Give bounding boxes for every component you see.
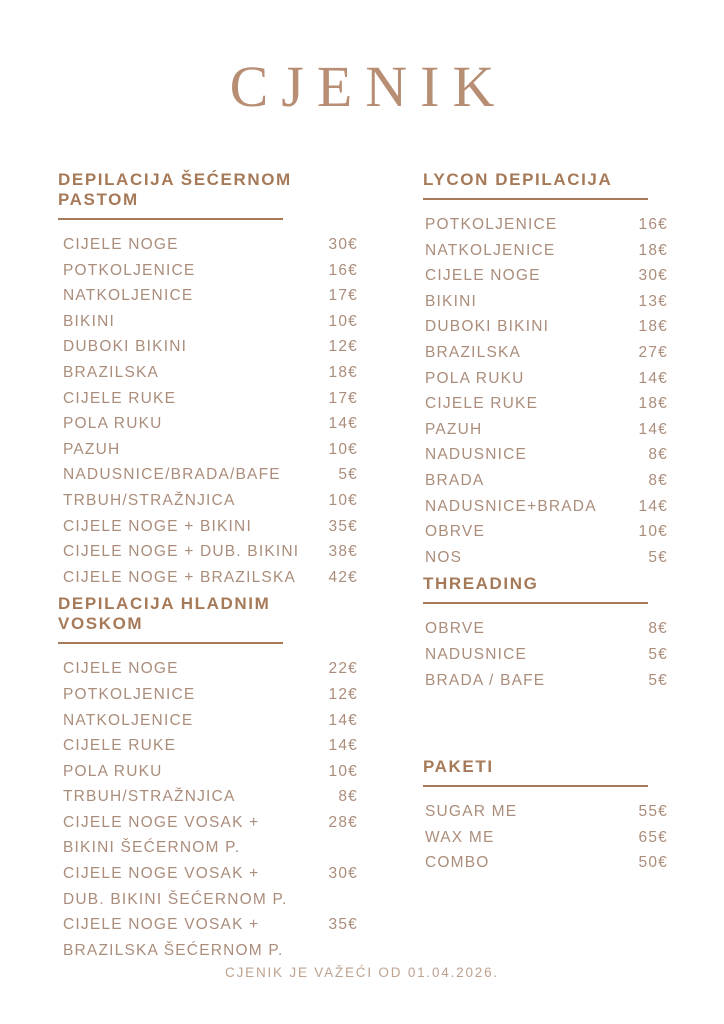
service-price: 18€: [638, 241, 668, 259]
service-name: [63, 386, 321, 412]
service-name: [425, 825, 631, 851]
service-price: 14€: [638, 497, 668, 515]
section-heading: DEPILACIJA ŠEĆERNOM PASTOM: [58, 170, 292, 209]
service-price: 30€: [328, 236, 358, 253]
service-name: [63, 656, 321, 682]
price-row: [423, 668, 668, 694]
service-price: 10€: [328, 762, 358, 780]
service-name-line1: POTKOLJENICE: [425, 216, 558, 233]
service-price: 5€: [338, 466, 358, 484]
service-price: 10€: [328, 491, 358, 509]
price-row: [58, 360, 358, 386]
service-name: [63, 565, 321, 591]
price-row: [423, 366, 668, 392]
service-name-line1: BIKINI: [425, 292, 477, 310]
service-name-line1: NATKOLJENICE: [63, 287, 194, 305]
section-threading: [423, 574, 668, 693]
service-name: [63, 682, 321, 708]
service-name: [63, 733, 321, 759]
service-price: 8€: [648, 446, 668, 464]
service-name-line1: CIJELE RUKE: [63, 737, 177, 755]
service-name-line2: BRAZILSKA ŠEĆERNOM P.: [63, 941, 284, 959]
service-price: 38€: [328, 543, 358, 561]
service-name-line2: BIKINI ŠEĆERNOM P.: [63, 839, 241, 857]
price-row: [423, 850, 668, 876]
service-name-line1: NADUSNICE: [425, 645, 528, 663]
price-row: [58, 283, 358, 309]
price-rows: [58, 232, 358, 590]
service-price: 28€: [328, 813, 358, 831]
service-price: 27€: [638, 343, 668, 361]
price-row: [58, 334, 358, 360]
service-name: [63, 309, 321, 335]
service-name-line1: CIJELE NOGE VOSAK +: [63, 916, 260, 934]
price-row: [58, 861, 358, 912]
right-column: [423, 170, 668, 963]
service-name: [425, 289, 631, 315]
price-row: [423, 263, 668, 289]
service-name: [63, 411, 321, 437]
service-name: [63, 912, 321, 963]
heading-rule: [58, 218, 283, 220]
service-name-line1: POLA RUKU: [63, 415, 163, 433]
service-name-line1: CIJELE NOGE: [63, 660, 179, 678]
service-name: [63, 539, 321, 565]
service-name-line1: BRAZILSKA: [425, 343, 522, 361]
service-price: 12€: [328, 338, 358, 356]
price-row: [58, 682, 358, 708]
page-title: CJENIK: [229, 54, 508, 119]
price-row: [58, 656, 358, 682]
service-price: 14€: [328, 737, 358, 755]
service-name-line1: BRADA / BAFE: [425, 671, 546, 689]
service-name-line1: NADUSNICE+BRADA: [425, 497, 597, 515]
service-name-line1: TRBUH/STRAŽNJICA: [63, 788, 236, 806]
service-name: [425, 494, 631, 520]
service-name-line1: CIJELE RUKE: [425, 395, 539, 413]
service-price: 5€: [648, 645, 668, 663]
service-price: 22€: [328, 660, 358, 678]
service-price: 8€: [648, 471, 668, 489]
validity-note: CJENIK JE VAŽEĆI OD 01.04.2026.: [225, 965, 499, 980]
service-name: [63, 283, 321, 309]
service-price: 14€: [638, 369, 668, 387]
price-row: [58, 411, 358, 437]
service-price: 35€: [328, 517, 358, 535]
service-price: 35€: [328, 916, 358, 934]
service-name-line1: NADUSNICE: [425, 446, 528, 464]
service-price: 14€: [328, 711, 358, 729]
service-name-line1: POLA RUKU: [63, 762, 163, 780]
service-name-line1: CIJELE RUKE: [63, 389, 177, 407]
service-name: [63, 258, 321, 284]
service-price: 10€: [638, 523, 668, 541]
service-name-line1: CIJELE NOGE: [63, 236, 179, 253]
service-name: [63, 437, 321, 463]
service-name-line1: DUBOKI BIKINI: [425, 318, 550, 336]
service-name-line1: SUGAR ME: [425, 803, 518, 821]
service-name-line1: NOS: [425, 548, 463, 566]
service-price: 8€: [338, 788, 358, 806]
service-name-line1: PAZUH: [63, 440, 121, 458]
service-name-line1: OBRVE: [425, 523, 485, 541]
price-row: [423, 314, 668, 340]
service-price: 8€: [648, 620, 668, 638]
service-name: [63, 784, 330, 810]
price-row: [423, 825, 668, 851]
price-row: [58, 708, 358, 734]
service-price: 5€: [648, 548, 668, 566]
section-depilacija-secernom-pastom: [58, 170, 358, 590]
price-row: [423, 494, 668, 520]
service-name-line1: OBRVE: [425, 620, 485, 638]
price-row: [58, 912, 358, 963]
service-name-line1: NADUSNICE/BRADA/BAFE: [63, 466, 281, 484]
service-name-line1: COMBO: [425, 854, 490, 872]
section-heading: DEPILACIJA HLADNIM VOSKOM: [58, 594, 271, 634]
service-price: 16€: [638, 216, 668, 233]
service-name: [63, 861, 321, 912]
service-name: [425, 417, 631, 443]
price-row: [58, 309, 358, 335]
price-row: [423, 289, 668, 315]
service-name: [425, 642, 640, 668]
service-name-line1: CIJELE NOGE + BIKINI: [63, 517, 252, 535]
price-row: [423, 468, 668, 494]
price-row: [423, 391, 668, 417]
service-price: 14€: [328, 415, 358, 433]
price-row: [58, 437, 358, 463]
price-row: [423, 616, 668, 642]
service-price: 14€: [638, 420, 668, 438]
service-name: [425, 238, 631, 264]
service-name: [63, 759, 321, 785]
service-name: [425, 616, 640, 642]
price-row: [423, 417, 668, 443]
price-row: [423, 642, 668, 668]
service-name: [425, 212, 631, 238]
service-name: [425, 314, 631, 340]
service-name: [425, 340, 631, 366]
price-row: [58, 759, 358, 785]
service-price: 42€: [328, 568, 358, 586]
service-name-line1: NATKOLJENICE: [425, 241, 556, 259]
price-row: [423, 545, 668, 571]
service-name: [63, 334, 321, 360]
price-row: [423, 799, 668, 825]
service-price: 12€: [328, 685, 358, 703]
service-name: [425, 799, 631, 825]
price-row: [423, 212, 668, 238]
heading-rule: [58, 642, 283, 644]
price-row: [58, 462, 358, 488]
price-row: [58, 539, 358, 565]
service-price: 13€: [638, 292, 668, 310]
columns-container: [0, 170, 724, 963]
service-name: [63, 462, 330, 488]
service-name: [63, 514, 321, 540]
price-rows: [423, 212, 668, 570]
service-name-line1: TRBUH/STRAŽNJICA: [63, 491, 236, 509]
service-name: [425, 850, 631, 876]
price-row: [58, 784, 358, 810]
service-name: [63, 360, 321, 386]
service-price: 30€: [328, 865, 358, 883]
price-row: [58, 386, 358, 412]
price-row: [58, 810, 358, 861]
price-row: [423, 340, 668, 366]
section-heading: LYCON DEPILACIJA: [423, 170, 613, 189]
service-name: [425, 468, 640, 494]
service-price: 17€: [328, 389, 358, 407]
service-name: [425, 519, 631, 545]
price-rows: [423, 616, 668, 693]
service-price: 16€: [328, 261, 358, 279]
service-price: 17€: [328, 287, 358, 305]
service-price: 5€: [648, 671, 668, 689]
section-paketi: [423, 757, 668, 876]
service-name: [425, 442, 640, 468]
service-name-line1: CIJELE NOGE: [425, 267, 541, 285]
service-name-line1: DUBOKI BIKINI: [63, 338, 188, 356]
left-column: [58, 170, 358, 963]
section-lycon-depilacija: [423, 170, 668, 570]
service-name: [63, 232, 321, 258]
service-name: [63, 810, 321, 861]
service-name-line1: CIJELE NOGE + DUB. BIKINI: [63, 543, 300, 561]
section-depilacija-hladnim-voskom: [58, 594, 358, 963]
price-row: [423, 238, 668, 264]
service-name-line1: CIJELE NOGE VOSAK +: [63, 813, 260, 831]
service-price: 50€: [638, 854, 668, 872]
price-row: [58, 733, 358, 759]
price-row: [423, 442, 668, 468]
section-heading: PAKETI: [423, 757, 494, 777]
service-price: 10€: [328, 312, 358, 330]
price-row: [58, 565, 358, 591]
heading-rule: [423, 785, 648, 787]
service-price: 65€: [638, 828, 668, 846]
service-name: [63, 708, 321, 734]
heading-rule: [423, 602, 648, 604]
heading-rule: [423, 198, 648, 200]
price-row: [58, 514, 358, 540]
service-name-line1: CIJELE NOGE VOSAK +: [63, 865, 260, 883]
service-price: 55€: [638, 803, 668, 821]
service-name: [425, 668, 640, 694]
service-name-line1: CIJELE NOGE + BRAZILSKA: [63, 568, 297, 586]
price-row: [58, 258, 358, 284]
price-row: [58, 232, 358, 258]
service-name: [63, 488, 321, 514]
service-name-line1: WAX ME: [425, 828, 495, 846]
service-name: [425, 391, 631, 417]
service-name-line1: BIKINI: [63, 312, 115, 330]
service-name-line1: BRAZILSKA: [63, 363, 160, 381]
service-price: 18€: [328, 363, 358, 381]
service-name: [425, 366, 631, 392]
service-name-line1: PAZUH: [425, 420, 483, 438]
service-name-line1: POTKOLJENICE: [63, 685, 196, 703]
service-name-line1: POTKOLJENICE: [63, 261, 196, 279]
service-price: 18€: [638, 318, 668, 336]
price-rows: [58, 656, 358, 963]
service-name-line1: NATKOLJENICE: [63, 711, 194, 729]
price-row: [58, 488, 358, 514]
service-name-line1: POLA RUKU: [425, 369, 525, 387]
section-heading: THREADING: [423, 574, 539, 594]
service-price: 18€: [638, 395, 668, 413]
price-rows: [423, 799, 668, 876]
service-name: [425, 545, 640, 571]
service-name-line2: DUB. BIKINI ŠEĆERNOM P.: [63, 890, 288, 908]
service-name-line1: BRADA: [425, 471, 485, 489]
service-name: [425, 263, 631, 289]
service-price: 30€: [638, 267, 668, 285]
price-row: [423, 519, 668, 545]
service-price: 10€: [328, 440, 358, 458]
